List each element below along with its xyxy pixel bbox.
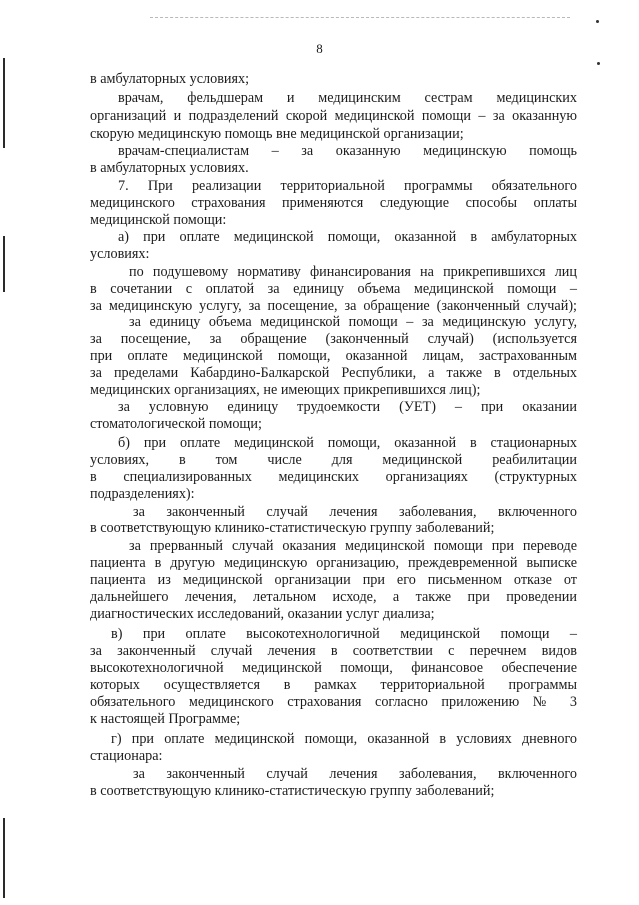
text-line: за посещение, за обращение (законченный случай) (используется xyxy=(90,331,577,347)
text-line: в специализированных медицинских организациях (структурных xyxy=(90,469,577,485)
text-line: подразделениях): xyxy=(90,486,195,502)
scan-margin-mark xyxy=(3,818,5,898)
text-line: врачам-специалистам – за оказанную медицинскую помощь xyxy=(118,143,577,159)
text-line: б) при оплате медицинской помощи, оказанной в стационарных xyxy=(118,435,577,451)
text-line: медицинской помощи: xyxy=(90,212,227,228)
text-line: врачам, фельдшерам и медицинским сестрам медицинских xyxy=(118,90,577,106)
text-line: за законченный случай лечения заболевания, включенного xyxy=(133,766,577,782)
text-line: стоматологической помощи; xyxy=(90,416,262,432)
text-line: условиях, в том числе для медицинской реабилитации xyxy=(90,452,577,468)
text-line: скорую медицинскую помощь вне медицинской организации; xyxy=(90,126,464,142)
text-line: за единицу объема медицинской помощи – за медицинскую услугу, xyxy=(129,314,577,330)
text-line: условиях: xyxy=(90,246,150,262)
text-line: пациента из медицинской организации при его письменном отказе от xyxy=(90,572,577,588)
scan-margin-mark xyxy=(3,58,5,148)
page-number: 8 xyxy=(316,41,323,56)
text-line: диагностических исследований, оказании услуг диализа; xyxy=(90,606,435,622)
text-line: г) при оплате медицинской помощи, оказанной в условиях дневного xyxy=(111,731,577,747)
text-line: в соответствующую клинико-статистическую группу заболеваний; xyxy=(90,520,495,536)
text-line: по подушевому нормативу финансирования на прикрепившихся лиц xyxy=(129,264,577,280)
text-line: в амбулаторных условиях. xyxy=(90,160,249,176)
text-line: 7. При реализации территориальной программы обязательного xyxy=(118,178,577,194)
text-line: высокотехнологичной медицинской помощи, финансовое обеспечение xyxy=(90,660,577,676)
text-line: которых осуществляется в рамках территориальной программы xyxy=(90,677,577,693)
text-line: обязательного медицинского страхования согласно приложению № 3 xyxy=(90,694,577,710)
text-line: в амбулаторных условиях; xyxy=(90,71,250,87)
scan-artifact-top xyxy=(150,17,570,19)
text-line: за медицинскую услугу, за посещение, за обращение (законченный случай); xyxy=(90,298,577,314)
text-line: а) при оплате медицинской помощи, оказанной в амбулаторных xyxy=(118,229,577,245)
text-line: стационара: xyxy=(90,748,163,764)
text-line: за законченный случай лечения в соответствии с перечнем видов xyxy=(90,643,577,659)
text-line: за прерванный случай оказания медицинской помощи при переводе xyxy=(129,538,577,554)
text-line: в) при оплате высокотехнологичной медицинской помощи – xyxy=(111,626,577,642)
text-line: за условную единицу трудоемкости (УЕТ) – при оказании xyxy=(118,399,577,415)
text-line: пациента в другую медицинскую организацию, преждевременной выписке xyxy=(90,555,577,571)
text-line: медицинских организациях, не имеющих прикрепившихся лиц); xyxy=(90,382,481,398)
scan-margin-mark xyxy=(3,236,5,292)
text-line: в соответствующую клинико-статистическую группу заболеваний; xyxy=(90,783,495,799)
text-line: медицинского страхования применяются следующие способы оплаты xyxy=(90,195,577,211)
text-line: организаций и подразделений скорой медицинской помощи – за оказанную xyxy=(90,108,577,124)
text-line: за законченный случай лечения заболевания, включенного xyxy=(133,504,577,520)
text-line: за пределами Кабардино-Балкарской Республики, а также в отдельных xyxy=(90,365,577,381)
scan-speck xyxy=(597,62,600,65)
text-line: в сочетании с оплатой за единицу объема медицинской помощи – xyxy=(90,281,577,297)
scan-speck xyxy=(596,20,599,23)
text-line: к настоящей Программе; xyxy=(90,711,241,727)
text-line: дальнейшего лечения, летальном исходе, а также при проведении xyxy=(90,589,577,605)
text-line: при оплате медицинской помощи, оказанной лицам, застрахованным xyxy=(90,348,577,364)
